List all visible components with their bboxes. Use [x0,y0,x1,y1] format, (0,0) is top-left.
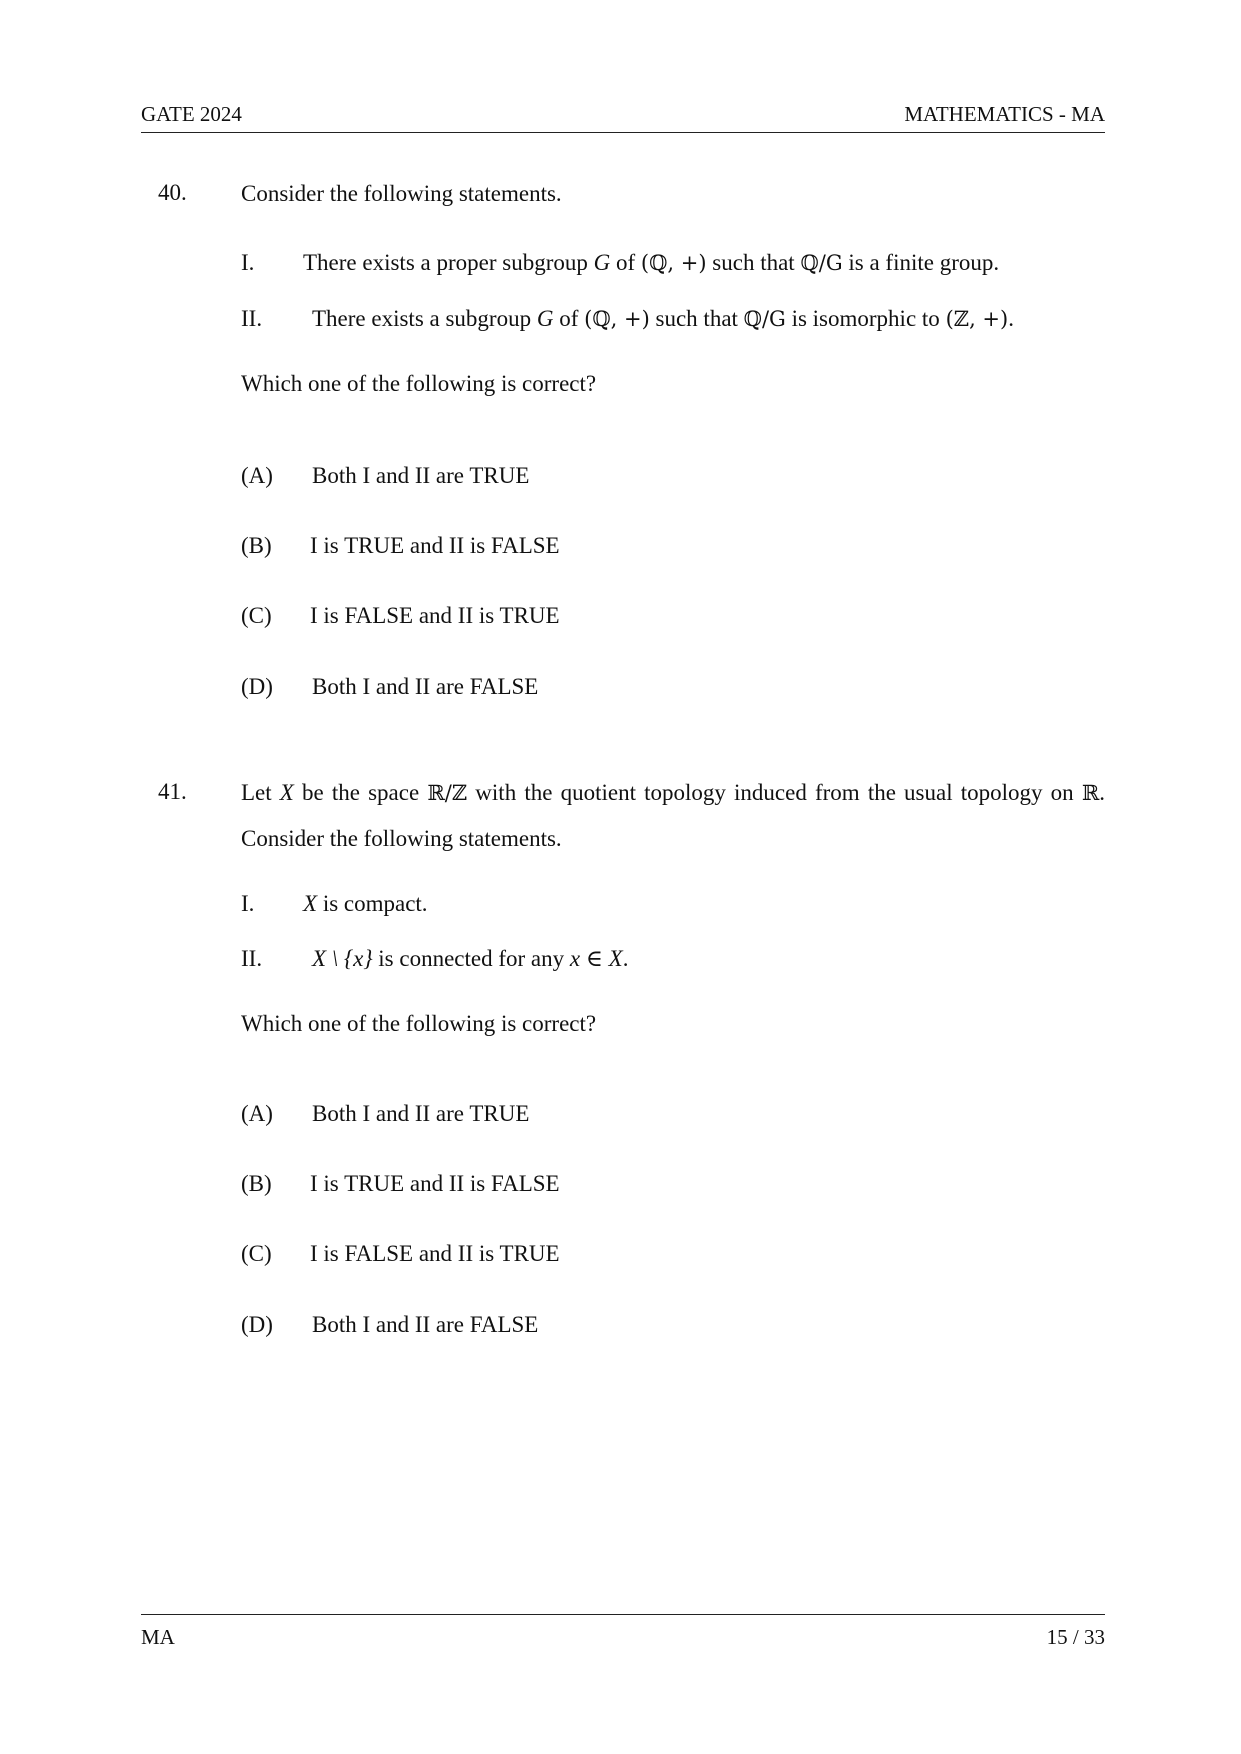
math-expression: G [593,250,611,275]
option-text-d: Both I and II are FALSE [312,1312,539,1337]
question-stem: Consider the following statements. [241,181,562,206]
page-number: 15 / 33 [1046,1625,1105,1649]
statement-part: . [622,946,629,971]
option-label-a: (A) [241,1101,273,1126]
option-label-c: (C) [241,1241,272,1266]
statement-part: There exists a proper subgroup [303,250,594,275]
question-number: 40. [158,180,187,205]
stem-part: be the space [293,780,428,805]
math-expression: X [279,780,294,805]
page-header [141,100,1105,133]
page-footer [141,1614,1105,1649]
statement-part: such that [649,306,744,331]
statement-label: I. [241,891,255,916]
option-text-c: I is FALSE and II is TRUE [310,1241,560,1266]
statement-label: I. [241,250,255,275]
math-expression: G [536,306,554,331]
statement-part: There exists a subgroup [312,306,537,331]
statement-part: of [553,306,585,331]
question-stem [241,770,1105,861]
option-text-c: I is FALSE and II is TRUE [310,603,560,628]
stem-part: Let [241,780,280,805]
question-prompt: Which one of the following is correct? [241,371,597,396]
statement-part: of [610,250,641,275]
math-expression: X \ {x} [312,946,373,971]
math-expression: x ∈ X [569,946,623,971]
option-label-d: (D) [241,1312,273,1337]
statement-part: . [1008,306,1014,331]
math-expression: ℚ/G [800,251,843,275]
stem-part: . Consider the following statements. [241,780,1106,851]
statement-label: II. [241,306,263,331]
option-label-b: (B) [241,1171,272,1196]
option-label-c: (C) [241,603,272,628]
statement-text [303,891,428,917]
math-expression: (ℚ, +) [584,307,650,331]
option-label-a: (A) [241,463,273,488]
statement-part: such that [706,250,801,275]
option-text-a: Both I and II are TRUE [312,463,530,488]
math-expression: (ℚ, +) [640,251,707,275]
stem-part: with the quotient topology induced from the usual topology on [467,780,1082,805]
statement-text [312,306,1014,332]
math-expression: (ℤ, +) [945,307,1009,331]
option-text-b: I is TRUE and II is FALSE [310,533,560,558]
paper-code: MA [141,1625,175,1649]
statement-part: is compact. [317,891,428,916]
statement-part: is a finite group. [842,250,1000,275]
math-expression: ℝ [1081,781,1100,805]
exam-title: GATE 2024 [141,102,242,126]
statement-text [303,250,999,276]
math-expression: X [303,891,318,916]
option-label-d: (D) [241,674,273,699]
question-number: 41. [158,779,187,804]
option-text-d: Both I and II are FALSE [312,674,539,699]
statement-label: II. [241,946,263,971]
statement-text [312,946,628,972]
statement-part: is connected for any [372,946,570,971]
statement-part: is isomorphic to [785,306,946,331]
option-text-b: I is TRUE and II is FALSE [310,1171,560,1196]
math-expression: ℚ/G [743,307,786,331]
paper-title: MATHEMATICS - MA [904,102,1105,126]
math-expression: ℝ/ℤ [427,781,468,805]
question-prompt: Which one of the following is correct? [241,1011,597,1036]
option-label-b: (B) [241,533,272,558]
option-text-a: Both I and II are TRUE [312,1101,530,1126]
